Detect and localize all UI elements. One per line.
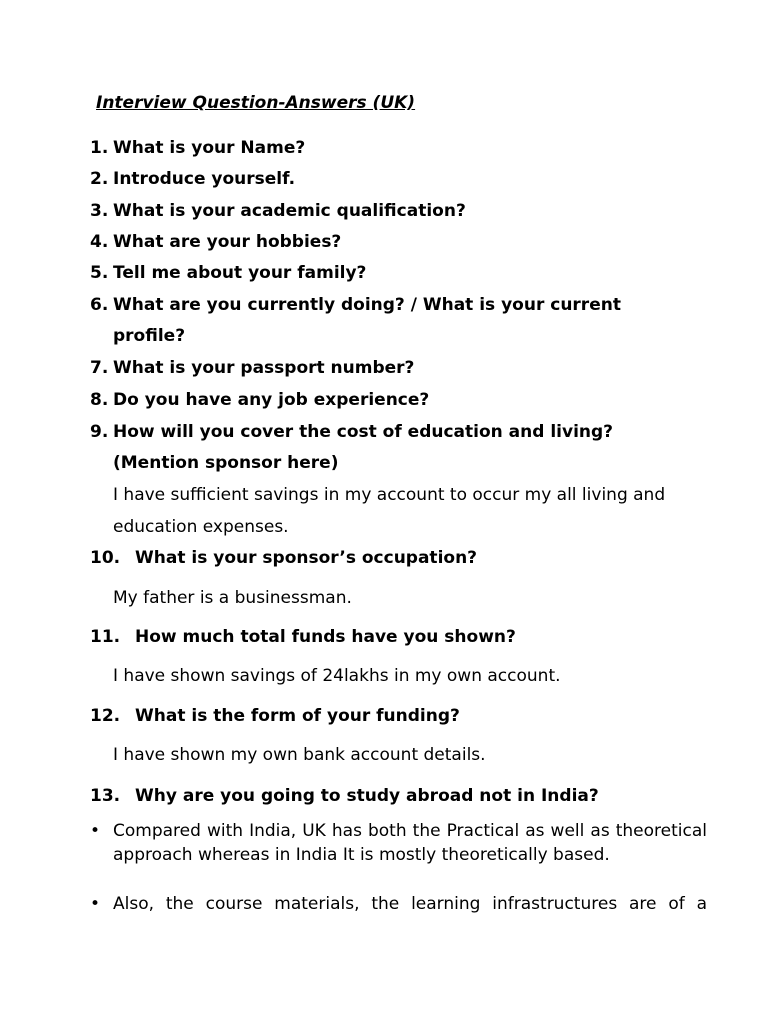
question-text: Tell me about your family? (113, 263, 367, 283)
question-7 (90, 357, 414, 379)
question-12 (90, 705, 460, 727)
question-2 (90, 168, 295, 190)
bullet-symbol: • (90, 894, 101, 914)
question-number: 8. (90, 390, 109, 410)
question-11 (90, 626, 516, 648)
question-4 (90, 231, 341, 253)
question-number: 12. (90, 706, 121, 726)
question-text: What is your Name? (113, 138, 306, 158)
bullet-symbol: • (90, 821, 101, 841)
question-8 (90, 389, 429, 411)
question-number: 6. (90, 295, 109, 315)
question-text: What is your passport number? (113, 358, 415, 378)
question-6 (90, 294, 621, 316)
bullet-text: Also, the course materials, the learning infrastructures are of a (113, 894, 707, 914)
question-number: 3. (90, 201, 109, 221)
question-text: What is the form of your funding? (135, 706, 460, 726)
bullet-text: Compared with India, UK has both the Practical as well as theoretical approach whereas in India It is mostly theoretically based. (113, 821, 707, 865)
question-number: 13. (90, 786, 121, 806)
document-title: Interview Question-Answers (UK) (96, 93, 416, 113)
bullet-item (90, 819, 707, 867)
question-number: 10. (90, 548, 121, 568)
question-text: Do you have any job experience? (113, 390, 430, 410)
question-text: What is your academic qualification? (113, 201, 466, 221)
question-13 (90, 785, 599, 807)
question-text: What is your sponsor’s occupation? (135, 548, 478, 568)
question-text: Why are you going to study abroad not in India? (135, 786, 599, 806)
question-10 (90, 547, 477, 569)
answer-11: I have shown savings of 24lakhs in my own account. (113, 666, 561, 686)
question-number: 2. (90, 169, 109, 189)
question-text: How much total funds have you shown? (135, 627, 516, 647)
bullet-item (90, 892, 707, 916)
question-number: 1. (90, 138, 109, 158)
question-number: 5. (90, 263, 109, 283)
question-number: 11. (90, 627, 121, 647)
answer-12: I have shown my own bank account details. (113, 745, 486, 765)
question-number: 7. (90, 358, 109, 378)
question-text: Introduce yourself. (113, 169, 296, 189)
question-text: What are your hobbies? (113, 232, 342, 252)
question-text: How will you cover the cost of education and living? (113, 422, 614, 442)
question-5 (90, 262, 366, 284)
question-3 (90, 200, 466, 222)
answer-9-line-1: I have sufficient savings in my account to occur my all living and (113, 485, 666, 505)
answer-9-line-2: education expenses. (113, 517, 289, 537)
question-9-continuation: (Mention sponsor here) (113, 453, 339, 473)
question-text: What are you currently doing? / What is your current (113, 295, 621, 315)
question-1 (90, 137, 305, 159)
question-6-continuation: profile? (113, 326, 186, 346)
question-9 (90, 421, 613, 443)
answer-10: My father is a businessman. (113, 588, 352, 608)
question-number: 9. (90, 422, 109, 442)
question-number: 4. (90, 232, 109, 252)
